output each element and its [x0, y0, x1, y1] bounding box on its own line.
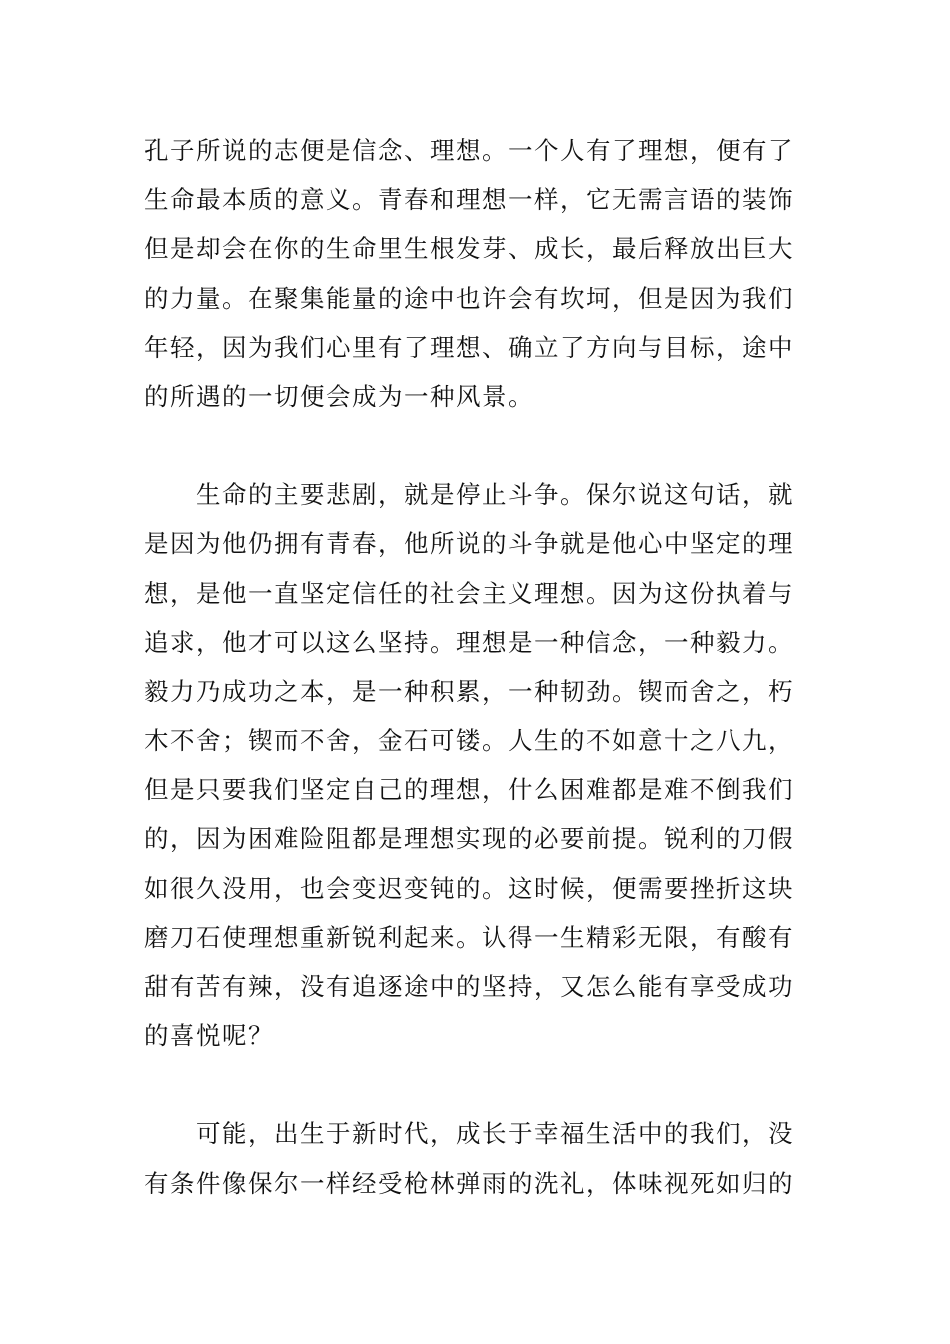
text-line: 毅力乃成功之本，是一种积累，一种韧劲。锲而舍之，朽: [144, 676, 794, 706]
text-line: 是因为他仍拥有青春，他所说的斗争就是他心中坚定的理: [144, 529, 794, 559]
text-line: 生命最本质的意义。青春和理想一样，它无需言语的装饰: [144, 185, 794, 215]
text-line: 的喜悦呢？: [144, 1021, 274, 1051]
text-line: 但是只要我们坚定自己的理想，什么困难都是难不倒我们: [144, 775, 794, 805]
paragraph-1: [144, 126, 808, 421]
paragraph-spacer: [144, 421, 808, 470]
text-line: 可能，出生于新时代，成长于幸福生活中的我们，没: [144, 1119, 794, 1149]
text-line: 木不舍；锲而不舍，金石可镂。人生的不如意十之八九，: [144, 726, 794, 756]
text-line: 有条件像保尔一样经受枪林弹雨的洗礼，体味视死如归的: [144, 1168, 794, 1198]
document-body: [144, 126, 808, 1208]
text-line: 孔子所说的志便是信念、理想。一个人有了理想，便有了: [144, 136, 794, 165]
text-line: 磨刀石使理想重新锐利起来。认得一生精彩无限，有酸有: [144, 922, 794, 952]
text-line: 年轻，因为我们心里有了理想、确立了方向与目标，途中: [144, 332, 794, 362]
text-line: 的所遇的一切便会成为一种风景。: [144, 381, 534, 411]
text-line: 如很久没用，也会变迟变钝的。这时候，便需要挫折这块: [144, 873, 794, 903]
paragraph-spacer: [144, 1060, 808, 1109]
text-line: 生命的主要悲剧，就是停止斗争。保尔说这句话，就: [144, 480, 794, 510]
text-line: 但是却会在你的生命里生根发芽、成长，最后释放出巨大: [144, 234, 794, 264]
paragraph-3: [144, 1109, 808, 1207]
text-line: 追求，他才可以这么坚持。理想是一种信念，一种毅力。: [144, 627, 794, 657]
paragraph-2: [144, 470, 808, 1060]
text-line: 甜有苦有辣，没有追逐途中的坚持，又怎么能有享受成功: [144, 972, 794, 1001]
text-line: 的力量。在聚集能量的途中也许会有坎坷，但是因为我们: [144, 283, 794, 313]
text-line: 想，是他一直坚定信任的社会主义理想。因为这份执着与: [144, 578, 794, 608]
text-line: 的，因为困难险阻都是理想实现的必要前提。锐利的刀假: [144, 824, 794, 854]
